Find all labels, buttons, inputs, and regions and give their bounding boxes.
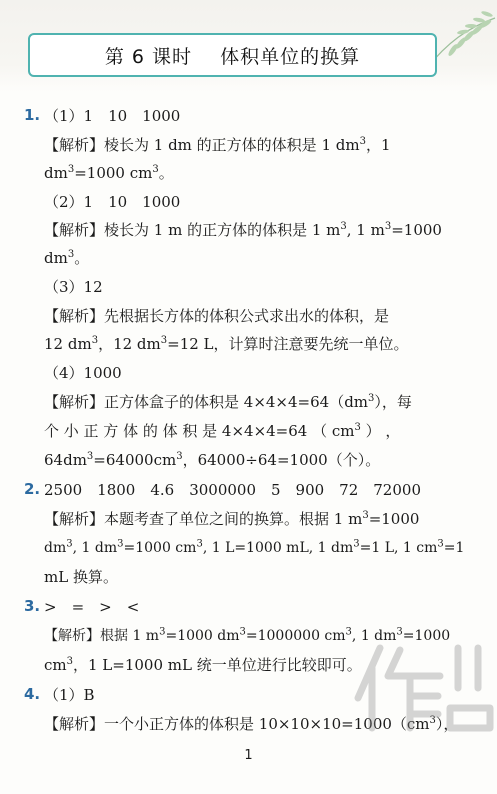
analysis-line: 12 $dm^3$，12 $dm^3=12$ L，计算时注意要先统一单位。: [44, 335, 409, 353]
analysis-line: 【解析】先根据长方体的体积公式求出水的体积，是: [44, 307, 390, 325]
analysis-line: 【解析】一个小正方体的体积是 $10\times 10\times 10=1000(cm^3)$，: [44, 715, 459, 733]
question-number: 2.: [24, 480, 41, 498]
page-number: 1: [244, 748, 253, 763]
question-number: 3.: [24, 597, 41, 615]
answer-line: （4）1000: [44, 364, 122, 382]
analysis-line: 【解析】根据 1 $m^3=1000$ $dm^3=1000000$ $cm^3$, 1 $dm^3=1000$: [44, 626, 451, 644]
watermark-logo-icon: [340, 628, 497, 738]
answer-line: （3）12: [44, 278, 103, 296]
analysis-line: $cm^3$，1 L=1000 mL 统一单位进行比较即可。: [44, 656, 362, 674]
answer-line: > = > <: [44, 598, 140, 616]
analysis-line: 个 小 正 方 体 的 体 积 是 4×4×4=64 （ $cm^3$ ） ，: [44, 422, 401, 440]
analysis-line: $dm^3=1000$ $cm^3$。: [44, 164, 174, 182]
answer-line: （1）1 10 1000: [44, 107, 181, 125]
answer-line: 2500 1800 4.6 3000000 5 900 72 72000: [44, 481, 421, 499]
analysis-line: 【解析】本题考查了单位之间的换算。根据 1 $m^3=1000$: [44, 510, 420, 528]
answer-line: （2）1 10 1000: [44, 193, 181, 211]
analysis-line: $64dm^3=64000cm^3$，64000÷64=1000（个）。: [44, 451, 381, 469]
lesson-title: 第 6 课时 体积单位的换算: [104, 45, 361, 68]
answer-line: （1）B: [44, 686, 95, 704]
analysis-line: $dm^3$。: [44, 249, 90, 267]
analysis-line: 【解析】棱长为 1 dm 的正方体的体积是 1 $dm^3$，1: [44, 136, 391, 154]
lesson-title-box: [28, 33, 437, 77]
analysis-line: mL 换算。: [44, 568, 118, 586]
question-number: 4.: [24, 685, 41, 703]
question-number: 1.: [24, 106, 41, 124]
analysis-line: 【解析】棱长为 1 m 的正方体的体积是 1 $m^3$, 1 $m^3=1000$: [44, 221, 442, 239]
analysis-line: $dm^3$, 1 $dm^3=1000$ $cm^3$, 1 L=1000 mL, 1 $dm^3=1$ L, 1 $cm^3=1$: [44, 538, 465, 556]
analysis-line: 【解析】正方体盒子的体积是 $4\times 4\times 4=64(dm^3)$，每: [44, 393, 412, 411]
